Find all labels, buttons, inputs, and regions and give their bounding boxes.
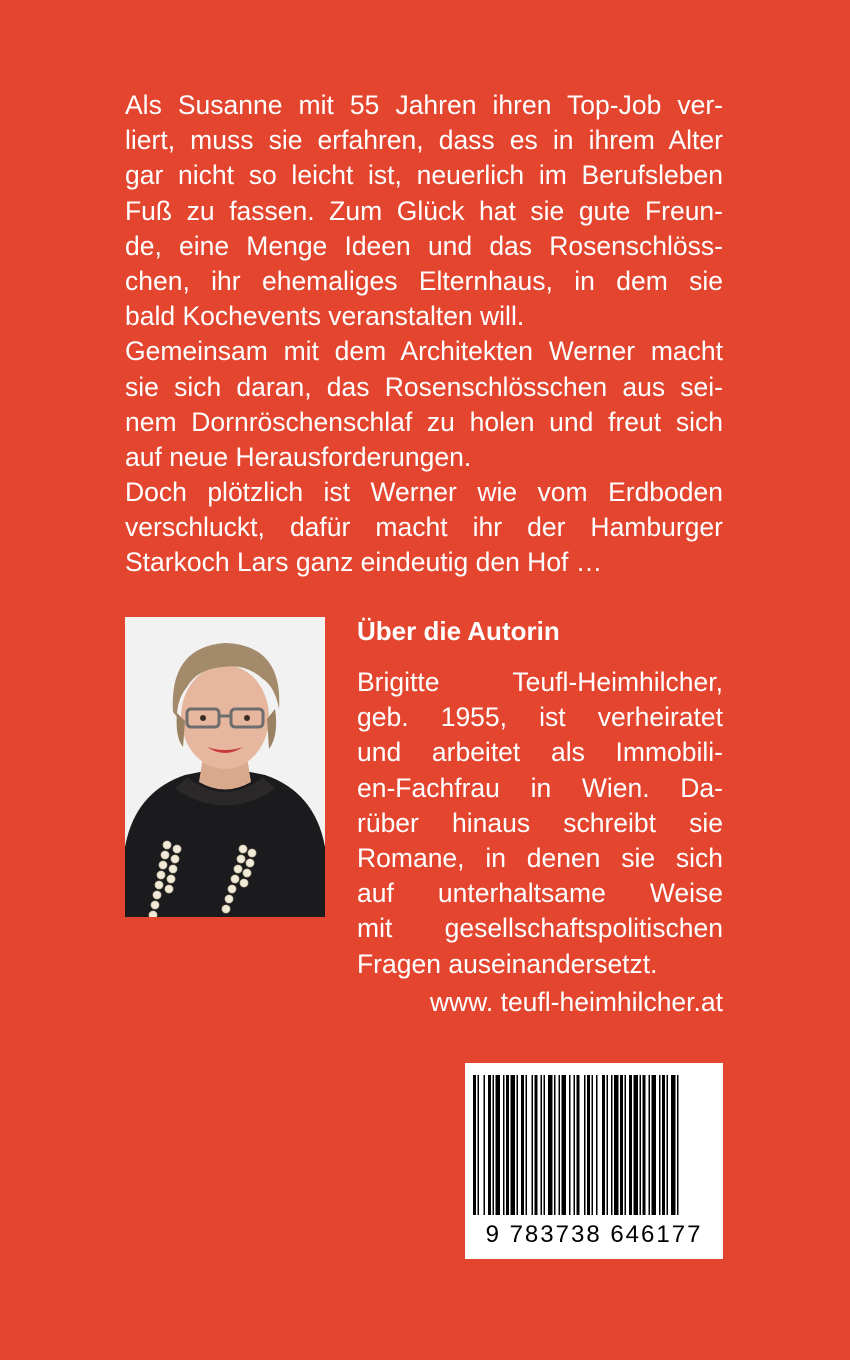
blurb-line: liert, muss sie erfahren, dass es in ihrem Alter xyxy=(125,125,723,156)
barcode-bar xyxy=(614,1075,619,1215)
blurb-line: sie sich daran, das Rosenschlösschen aus sei- xyxy=(125,371,723,402)
barcode-bar xyxy=(652,1075,657,1215)
barcode-bar xyxy=(544,1075,546,1215)
barcode-bar xyxy=(640,1075,642,1215)
barcode-bar xyxy=(577,1075,580,1215)
barcode-bar xyxy=(532,1075,534,1215)
barcode-bar xyxy=(496,1075,501,1215)
author-bio xyxy=(357,665,723,982)
barcode-bar xyxy=(584,1075,586,1215)
barcode-bar xyxy=(478,1075,480,1215)
barcode-bar xyxy=(517,1075,519,1215)
bio-line: auf unterhaltsame Weise xyxy=(357,878,723,909)
barcode-bar xyxy=(541,1075,543,1215)
barcode-bar xyxy=(526,1075,528,1215)
author-portrait-illustration xyxy=(125,617,325,917)
blurb-line: bald Kochevents veranstalten will. xyxy=(125,301,525,332)
barcode-bar xyxy=(484,1075,486,1215)
blurb-line: verschluckt, dafür macht ihr der Hamburger xyxy=(125,512,723,543)
bio-line: rüber hinaus schreibt sie xyxy=(357,807,723,838)
barcode-bar xyxy=(634,1075,639,1215)
barcode-bar xyxy=(611,1075,613,1215)
barcode-bar xyxy=(548,1075,553,1215)
barcode-bar xyxy=(629,1075,632,1215)
barcode-bar xyxy=(535,1075,538,1215)
barcode-bars xyxy=(473,1075,715,1215)
blurb-line: de, eine Menge Ideen und das Rosenschlöss- xyxy=(125,230,723,261)
author-heading: Über die Autorin xyxy=(357,616,560,646)
barcode-bar xyxy=(521,1075,524,1215)
barcode-bar xyxy=(659,1075,661,1215)
barcode-bar xyxy=(569,1075,571,1215)
barcode-bar xyxy=(559,1075,561,1215)
barcode-bar xyxy=(574,1075,576,1215)
barcode-bar xyxy=(506,1075,509,1215)
blurb-line: gar nicht so leicht ist, neuerlich im Berufsleben xyxy=(125,160,723,191)
bio-line: Romane, in denen sie sich xyxy=(357,842,723,873)
blurb-line: Starkoch Lars ganz eindeutig den Hof … xyxy=(125,547,603,578)
barcode-bar xyxy=(554,1075,556,1215)
barcode-bar xyxy=(488,1075,491,1215)
barcode-bar xyxy=(503,1075,505,1215)
barcode-bar xyxy=(620,1075,623,1215)
bio-line: Brigitte Teufl-Heimhilcher, xyxy=(357,667,723,697)
barcode-bar xyxy=(671,1075,676,1215)
blurb-line: auf neue Herausforderungen. xyxy=(125,441,472,472)
barcode-bar xyxy=(662,1075,665,1215)
blurb-text xyxy=(125,88,723,581)
blurb-line: Doch plötzlich ist Werner wie vom Erdboden xyxy=(125,477,723,508)
barcode-bar xyxy=(625,1075,627,1215)
bio-line: und arbeitet als Immobili- xyxy=(357,737,723,768)
bio-line: geb. 1955, ist verheiratet xyxy=(357,702,723,733)
barcode-bar xyxy=(587,1075,590,1215)
barcode-bar xyxy=(473,1075,476,1215)
blurb-line: nem Dornröschenschlaf zu holen und freut sich xyxy=(125,406,723,437)
bio-line: Fragen auseinandersetzt. xyxy=(357,948,658,979)
isbn-barcode xyxy=(465,1063,723,1259)
blurb-line: Als Susanne mit 55 Jahren ihren Top-Job ver- xyxy=(125,90,723,120)
barcode-bar xyxy=(592,1075,594,1215)
barcode-bar xyxy=(562,1075,567,1215)
blurb-line: Fuß zu fassen. Zum Glück hat sie gute Freun- xyxy=(125,195,723,226)
barcode-bar xyxy=(677,1075,679,1215)
bio-line: mit gesellschaftspolitischen xyxy=(357,913,723,944)
barcode-bar xyxy=(511,1075,516,1215)
barcode-bar xyxy=(649,1075,651,1215)
blurb-line: Gemeinsam mit dem Architekten Werner macht xyxy=(125,336,723,367)
blurb-line: chen, ihr ehemaliges Elternhaus, in dem sie xyxy=(125,265,723,296)
barcode-bar xyxy=(493,1075,495,1215)
barcode-bar xyxy=(602,1075,605,1215)
bio-line: en-Fachfrau in Wien. Da- xyxy=(357,772,723,803)
barcode-bar xyxy=(596,1075,598,1215)
author-photo xyxy=(125,617,325,917)
barcode-bar xyxy=(667,1075,669,1215)
author-website: www. teufl-heimhilcher.at xyxy=(429,987,723,1017)
isbn-number: 9 783738 646177 xyxy=(485,1221,703,1248)
barcode-bar xyxy=(643,1075,646,1215)
barcode-bar xyxy=(607,1075,609,1215)
